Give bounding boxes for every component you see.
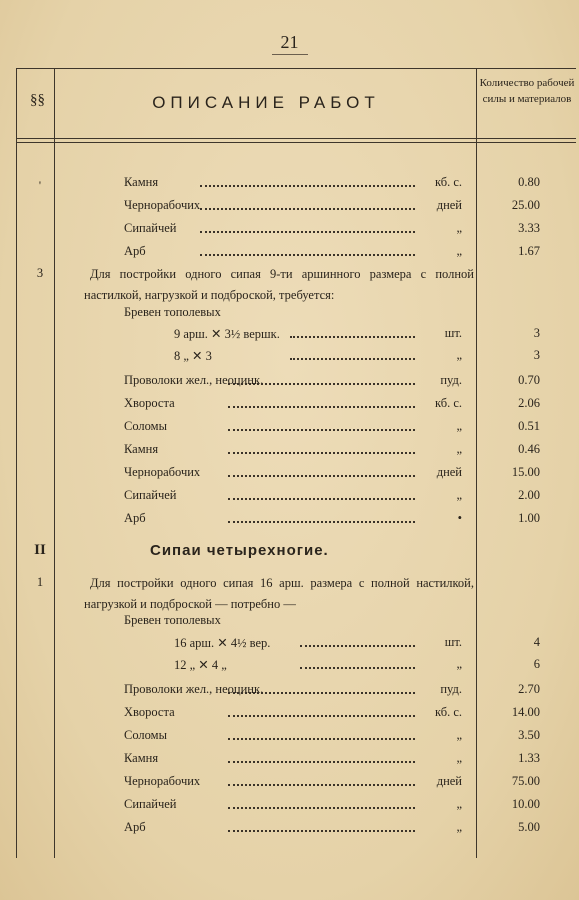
table-row (0, 348, 579, 370)
table-row (0, 511, 579, 533)
item-value: 3 (533, 348, 540, 362)
item-value: 10.00 (511, 797, 540, 811)
leader-dots (228, 383, 415, 385)
item-label: Чернорабочих (124, 774, 201, 788)
item-label: Сипайчей (124, 488, 177, 502)
item-unit: пуд. (440, 373, 462, 387)
item-number: 1 (36, 575, 44, 589)
item-unit: „ (456, 348, 462, 362)
table-row (0, 175, 579, 197)
item-unit: „ (456, 442, 462, 456)
item-value: 0.51 (518, 419, 540, 433)
item-unit: кб. с. (434, 705, 462, 719)
table-row (0, 751, 579, 773)
item-unit: пуд. (440, 682, 462, 696)
item-unit: „ (456, 728, 462, 742)
header-bottom-border (16, 138, 576, 139)
item-label: Арб (124, 511, 146, 525)
item-value: 2.06 (518, 396, 540, 410)
item-value: 15.00 (511, 465, 540, 479)
leader-dots (228, 521, 415, 523)
table-row (0, 488, 579, 510)
leader-dots (200, 231, 415, 233)
item-label: Арб (124, 244, 146, 258)
page-number: 21 (280, 32, 299, 52)
item-label: 9 арш. ✕ 3½ вершк. (174, 327, 280, 341)
item-label: Камня (124, 442, 159, 456)
item-label: Сипайчей (124, 797, 177, 811)
table-top-border (16, 68, 576, 69)
item-unit: „ (456, 657, 462, 671)
item-value: 2.00 (518, 488, 540, 502)
item-label: Соломы (124, 419, 167, 433)
item-unit: шт. (444, 635, 462, 649)
item-label: 8 „ ✕ 3 (174, 349, 212, 363)
item-label: Чернорабочих (124, 465, 201, 479)
item-unit: „ (456, 751, 462, 765)
item-label: Камня (124, 751, 159, 765)
item-value: 2.70 (518, 682, 540, 696)
section-number: II (34, 542, 46, 558)
leader-dots (200, 254, 415, 256)
table-row (0, 465, 579, 487)
table-row (0, 682, 579, 704)
item-value: 0.80 (518, 175, 540, 189)
item-value: 3 (533, 326, 540, 340)
table-row (0, 198, 579, 220)
item-label: Чернорабочих (124, 198, 201, 212)
leader-dots (300, 645, 415, 647)
item-label: Проволоки жел., неоцинк. (124, 373, 264, 387)
item-label: Камня (124, 175, 159, 189)
item-unit: дней (436, 465, 462, 479)
item-value: 3.33 (518, 221, 540, 235)
item-unit: дней (436, 774, 462, 788)
item-value: 25.00 (511, 198, 540, 212)
item-value: 4 (533, 635, 540, 649)
header-bottom-border-2 (16, 142, 576, 143)
item-description: Для постройки одного сипая 16 арш. размера с полной настилкой, нагрузкой и подброской — потребно — (84, 576, 474, 611)
item-value: 1.33 (518, 751, 540, 765)
table-row (0, 419, 579, 441)
item-unit: кб. с. (434, 396, 462, 410)
header-para-sign: §§ (30, 92, 45, 108)
table-row (0, 442, 579, 464)
leader-dots (228, 475, 415, 477)
table-row (0, 326, 579, 348)
leader-dots (300, 667, 415, 669)
table-row (0, 797, 579, 819)
table-row (0, 373, 579, 395)
item-value: 3.50 (518, 728, 540, 742)
item-number: 3 (36, 266, 44, 280)
item-value: 1.00 (518, 511, 540, 525)
item-value: 5.00 (518, 820, 540, 834)
leader-dots (228, 784, 415, 786)
row-marker: ' (38, 178, 42, 192)
table-row (0, 774, 579, 796)
item-unit: „ (456, 797, 462, 811)
leader-dots (200, 208, 415, 210)
leader-dots (228, 830, 415, 832)
item-unit: „ (456, 820, 462, 834)
leader-dots (200, 185, 415, 187)
table-row (0, 820, 579, 842)
table-row (0, 244, 579, 266)
item-label: 12 „ ✕ 4 „ (174, 658, 227, 672)
item-description: Для постройки одного сипая 9-ти аршинного размера с полной настилкой, нагрузкой и подброской, требуется: (84, 267, 474, 302)
item-unit: дней (436, 198, 462, 212)
item-value: 75.00 (511, 774, 540, 788)
item-label: Хвороста (124, 705, 175, 719)
item-label: Сипайчей (124, 221, 177, 235)
table-row (0, 396, 579, 418)
page-number-underline (272, 54, 308, 55)
leader-dots (228, 429, 415, 431)
item-value: 14.00 (511, 705, 540, 719)
logs-label: Бревен тополевых (124, 305, 221, 319)
table-row (0, 705, 579, 727)
header-title: ОПИСАНИЕ РАБОТ (152, 93, 380, 112)
item-unit: „ (456, 221, 462, 235)
table-row (0, 221, 579, 243)
item-value: 0.70 (518, 373, 540, 387)
leader-dots (228, 452, 415, 454)
item-value: 1.67 (518, 244, 540, 258)
item-label: Хвороста (124, 396, 175, 410)
table-row (0, 635, 579, 657)
leader-dots (228, 406, 415, 408)
item-unit: кб. с. (434, 175, 462, 189)
leader-dots (290, 336, 415, 338)
leader-dots (228, 498, 415, 500)
table-row (0, 657, 579, 679)
logs-label: Бревен тополевых (124, 613, 221, 627)
item-label: Арб (124, 820, 146, 834)
item-unit: • (457, 511, 462, 525)
item-label: Проволоки жел., неоцинк. (124, 682, 264, 696)
section-heading: Сипаи четырехногие. (150, 542, 329, 559)
item-label: Соломы (124, 728, 167, 742)
item-value: 0.46 (518, 442, 540, 456)
item-label: 16 арш. ✕ 4½ вер. (174, 636, 271, 650)
item-value: 6 (533, 657, 540, 671)
leader-dots (228, 761, 415, 763)
leader-dots (228, 715, 415, 717)
leader-dots (228, 807, 415, 809)
table-row (0, 728, 579, 750)
item-unit: „ (456, 244, 462, 258)
leader-dots (228, 738, 415, 740)
leader-dots (228, 692, 415, 694)
header-quantity-column: Количество рабочей силы и материалов (479, 77, 575, 105)
leader-dots (290, 358, 415, 360)
item-unit: шт. (444, 326, 462, 340)
item-unit: „ (456, 488, 462, 502)
item-unit: „ (456, 419, 462, 433)
